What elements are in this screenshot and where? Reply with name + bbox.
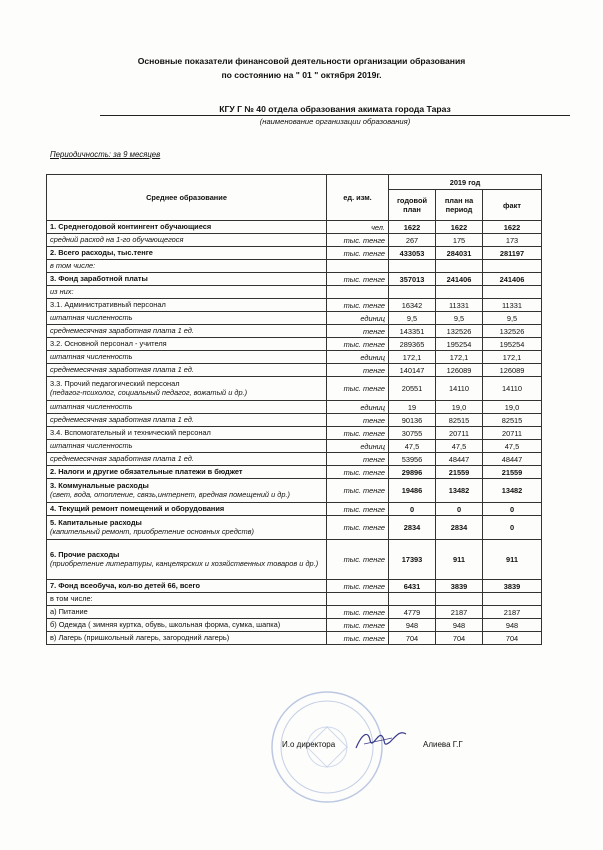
cell-period: 0 (436, 503, 483, 516)
table-row (47, 479, 542, 503)
row-label (47, 580, 327, 593)
header-category: Среднее образование (47, 175, 327, 221)
row-title: средний расход на 1-го обучающегося (50, 234, 184, 244)
row-label (47, 247, 327, 260)
cell-fact: 132526 (483, 325, 542, 338)
row-title: штатная численность (50, 312, 133, 322)
table-row (47, 260, 542, 273)
row-label (47, 606, 327, 619)
row-subtitle: (капительный ремонт, приобретение основных средств) (50, 526, 254, 536)
row-unit: тыс. тенге (327, 479, 389, 503)
cell-annual: 19486 (389, 479, 436, 503)
cell-period: 11331 (436, 299, 483, 312)
row-unit: тыс. тенге (327, 273, 389, 286)
table-row (47, 364, 542, 377)
cell-annual: 433053 (389, 247, 436, 260)
row-title: штатная численность (50, 440, 133, 450)
cell-annual: 53956 (389, 453, 436, 466)
cell-annual: 357013 (389, 273, 436, 286)
cell-period: 241406 (436, 273, 483, 286)
table-row (47, 299, 542, 312)
cell-fact: 911 (483, 540, 542, 580)
row-label (47, 377, 327, 401)
cell-period: 13482 (436, 479, 483, 503)
table-row (47, 453, 542, 466)
row-label (47, 260, 327, 273)
signer-name: Алиева Г.Г (423, 740, 463, 749)
cell-fact: 47,5 (483, 440, 542, 453)
row-title: из них: (50, 286, 74, 296)
report-date: по состоянию на " 01 " октября 2019г. (221, 70, 382, 80)
cell-annual: 29896 (389, 466, 436, 479)
row-label (47, 401, 327, 414)
header-year: 2019 год (389, 175, 542, 190)
row-title: штатная численность (50, 401, 133, 411)
row-label (47, 503, 327, 516)
cell-period (436, 286, 483, 299)
row-title: среднемесячная заработная плата 1 ед. (50, 364, 194, 374)
cell-fact: 11331 (483, 299, 542, 312)
cell-period: 2187 (436, 606, 483, 619)
table-row (47, 221, 542, 234)
cell-fact: 14110 (483, 377, 542, 401)
row-label (47, 325, 327, 338)
cell-fact: 173 (483, 234, 542, 247)
table-row (47, 273, 542, 286)
row-title: среднемесячная заработная плата 1 ед. (50, 453, 194, 463)
row-unit (327, 593, 389, 606)
cell-period: 2834 (436, 516, 483, 540)
report-title: Основные показатели финансовой деятельности организации образования (137, 56, 466, 66)
row-title: среднемесячная заработная плата 1 ед. (50, 414, 194, 424)
row-unit: тыс. тенге (327, 299, 389, 312)
table-row (47, 440, 542, 453)
row-unit: чел. (327, 221, 389, 234)
cell-period: 948 (436, 619, 483, 632)
cell-annual: 0 (389, 503, 436, 516)
cell-annual: 90136 (389, 414, 436, 427)
cell-period: 47,5 (436, 440, 483, 453)
row-subtitle: (приобретение литературы, канцелярских и хозяйственных товаров и др.) (50, 558, 319, 568)
row-label (47, 466, 327, 479)
row-subtitle: (свет, вода, отопление, связь,интернет, вредная помещений и др.) (50, 489, 290, 499)
director-signature (352, 724, 410, 754)
row-title: 5. Капитальные расходы (50, 517, 142, 527)
table-row (47, 351, 542, 364)
row-unit: единиц (327, 401, 389, 414)
cell-period: 3839 (436, 580, 483, 593)
row-subtitle: (педагог-психолог, социальный педагог, вожатый и др.) (50, 387, 248, 397)
cell-annual (389, 286, 436, 299)
row-unit: тыс. тенге (327, 540, 389, 580)
cell-annual: 30755 (389, 427, 436, 440)
row-unit: тыс. тенге (327, 338, 389, 351)
table-row (47, 606, 542, 619)
cell-fact: 195254 (483, 338, 542, 351)
cell-annual: 19 (389, 401, 436, 414)
table-row (47, 580, 542, 593)
cell-fact: 82515 (483, 414, 542, 427)
row-title: 1. Среднегодовой контингент обучающиеся (50, 221, 212, 231)
cell-period: 20711 (436, 427, 483, 440)
cell-annual: 948 (389, 619, 436, 632)
row-label (47, 299, 327, 312)
cell-period: 19,0 (436, 401, 483, 414)
organization-caption: (наименование организации образования) (259, 117, 411, 126)
row-unit: тенге (327, 453, 389, 466)
financial-table (46, 174, 542, 645)
cell-fact: 704 (483, 632, 542, 645)
row-title: 2. Налоги и другие обязательные платежи в бюджет (50, 466, 243, 476)
cell-annual (389, 260, 436, 273)
row-title: 3. Коммунальные расходы (50, 480, 149, 490)
table-row (47, 325, 542, 338)
header-fact: факт (483, 190, 542, 221)
cell-period: 195254 (436, 338, 483, 351)
table-row (47, 466, 542, 479)
row-title: 3.2. Основной персонал - учителя (50, 338, 167, 348)
row-unit: тыс. тенге (327, 580, 389, 593)
row-label (47, 338, 327, 351)
cell-period: 14110 (436, 377, 483, 401)
row-title: штатная численность (50, 351, 133, 361)
cell-fact: 126089 (483, 364, 542, 377)
row-title: 2. Всего расходы, тыс.тенге (50, 247, 153, 257)
row-title: 6. Прочие расходы (50, 549, 120, 559)
cell-annual: 47,5 (389, 440, 436, 453)
signer-title: И.о директора (282, 740, 336, 749)
cell-fact: 172,1 (483, 351, 542, 364)
cell-fact: 20711 (483, 427, 542, 440)
cell-period: 284031 (436, 247, 483, 260)
row-title: 3.4. Вспомогательный и технический персонал (50, 427, 211, 437)
row-unit: тыс. тенге (327, 606, 389, 619)
row-label (47, 312, 327, 325)
table-body (47, 221, 542, 645)
table-row (47, 338, 542, 351)
row-unit: единиц (327, 440, 389, 453)
cell-period: 172,1 (436, 351, 483, 364)
organization-underline (100, 115, 570, 116)
cell-annual: 704 (389, 632, 436, 645)
cell-annual: 20551 (389, 377, 436, 401)
row-unit: тыс. тенге (327, 247, 389, 260)
row-label (47, 540, 327, 580)
cell-period: 9,5 (436, 312, 483, 325)
table-row (47, 312, 542, 325)
row-unit: тенге (327, 325, 389, 338)
table-row (47, 503, 542, 516)
row-unit (327, 260, 389, 273)
table-row (47, 286, 542, 299)
cell-period: 21559 (436, 466, 483, 479)
cell-period: 126089 (436, 364, 483, 377)
organization-name: КГУ Г № 40 отдела образования акимата города Тараз (219, 104, 451, 114)
row-unit: тенге (327, 364, 389, 377)
cell-annual: 267 (389, 234, 436, 247)
row-label (47, 351, 327, 364)
row-title: 3.1. Административный персонал (50, 299, 166, 309)
cell-fact: 21559 (483, 466, 542, 479)
table-row (47, 377, 542, 401)
row-unit: тенге (327, 414, 389, 427)
row-label (47, 221, 327, 234)
cell-period: 132526 (436, 325, 483, 338)
row-title: 4. Текущий ремонт помещений и оборудования (50, 503, 225, 513)
cell-annual: 2834 (389, 516, 436, 540)
row-title: в том числе: (50, 260, 96, 270)
row-label (47, 516, 327, 540)
row-label (47, 593, 327, 606)
row-unit: тыс. тенге (327, 619, 389, 632)
row-title: 3. Фонд заработной платы (50, 273, 148, 283)
row-unit: тыс. тенге (327, 516, 389, 540)
cell-annual: 17393 (389, 540, 436, 580)
cell-fact: 48447 (483, 453, 542, 466)
cell-annual: 143351 (389, 325, 436, 338)
row-unit: тыс. тенге (327, 427, 389, 440)
cell-fact (483, 593, 542, 606)
cell-period: 1622 (436, 221, 483, 234)
cell-fact (483, 286, 542, 299)
cell-annual (389, 593, 436, 606)
cell-annual: 16342 (389, 299, 436, 312)
cell-annual: 9,5 (389, 312, 436, 325)
row-label (47, 479, 327, 503)
table-row (47, 632, 542, 645)
cell-annual: 289365 (389, 338, 436, 351)
row-unit: тыс. тенге (327, 234, 389, 247)
cell-fact: 281197 (483, 247, 542, 260)
table-row (47, 593, 542, 606)
cell-fact: 0 (483, 503, 542, 516)
row-title: среднемесячная заработная плата 1 ед. (50, 325, 194, 335)
cell-annual: 172,1 (389, 351, 436, 364)
cell-period (436, 593, 483, 606)
cell-fact: 3839 (483, 580, 542, 593)
periodicity: Периодичность: за 9 месяцев (50, 150, 161, 159)
cell-period: 48447 (436, 453, 483, 466)
row-unit: тыс. тенге (327, 503, 389, 516)
table-row (47, 234, 542, 247)
cell-annual: 1622 (389, 221, 436, 234)
header-period-plan: план на период (436, 190, 483, 221)
row-unit: тыс. тенге (327, 466, 389, 479)
row-label (47, 440, 327, 453)
row-unit (327, 286, 389, 299)
row-label (47, 619, 327, 632)
row-title: б) Одежда ( зимняя куртка, обувь, школьная форма, сумка, шапка) (50, 619, 281, 629)
row-title: а) Питание (50, 606, 88, 616)
header-annual-plan: годовой план (389, 190, 436, 221)
header-unit: ед. изм. (327, 175, 389, 221)
table-row (47, 414, 542, 427)
cell-fact: 1622 (483, 221, 542, 234)
row-unit: единиц (327, 351, 389, 364)
cell-fact: 241406 (483, 273, 542, 286)
row-label (47, 273, 327, 286)
table-row (47, 401, 542, 414)
row-label (47, 286, 327, 299)
cell-fact: 13482 (483, 479, 542, 503)
cell-fact (483, 260, 542, 273)
cell-period (436, 260, 483, 273)
cell-period: 175 (436, 234, 483, 247)
row-label (47, 453, 327, 466)
table-row (47, 247, 542, 260)
cell-fact: 0 (483, 516, 542, 540)
row-label (47, 234, 327, 247)
table-row (47, 619, 542, 632)
cell-period: 704 (436, 632, 483, 645)
table-row (47, 540, 542, 580)
row-unit: тыс. тенге (327, 377, 389, 401)
cell-fact: 948 (483, 619, 542, 632)
row-unit: единиц (327, 312, 389, 325)
cell-period: 911 (436, 540, 483, 580)
cell-fact: 19,0 (483, 401, 542, 414)
cell-period: 82515 (436, 414, 483, 427)
row-title: в том числе: (50, 593, 93, 603)
cell-fact: 2187 (483, 606, 542, 619)
table-row (47, 516, 542, 540)
cell-annual: 4779 (389, 606, 436, 619)
row-label (47, 427, 327, 440)
table-row (47, 427, 542, 440)
row-label (47, 364, 327, 377)
cell-annual: 140147 (389, 364, 436, 377)
row-title: 3.3. Прочий педагогический персонал (50, 378, 180, 388)
row-title: 7. Фонд всеобуча, кол-во детей 66, всего (50, 580, 200, 590)
row-unit: тыс. тенге (327, 632, 389, 645)
cell-annual: 6431 (389, 580, 436, 593)
row-label (47, 414, 327, 427)
cell-fact: 9,5 (483, 312, 542, 325)
row-label (47, 632, 327, 645)
row-title: в) Лагерь (пришкольный лагерь, загородний лагерь) (50, 632, 230, 642)
